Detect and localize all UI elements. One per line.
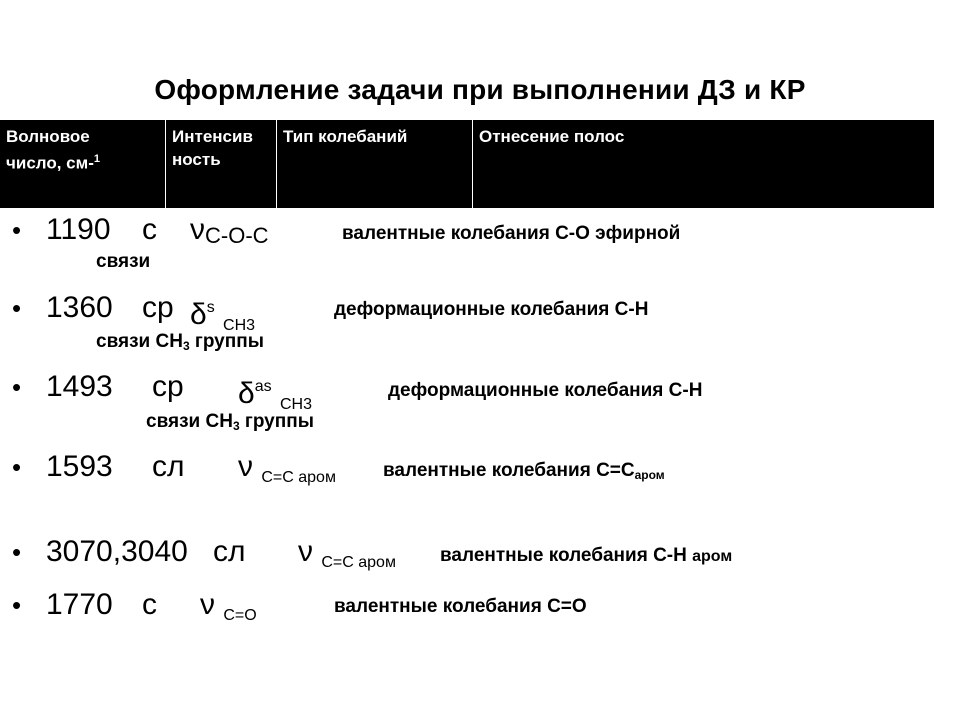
assignment-sub: аром [634, 468, 665, 482]
assignment-sub: аром [692, 548, 733, 565]
header-cell-intensity [165, 120, 276, 208]
header-band-assignment: Отнесение полос [479, 127, 625, 146]
symbol-sub: C=O [223, 607, 257, 624]
symbol-main: ν [298, 535, 313, 568]
intensity: ср [152, 370, 184, 403]
list-item [0, 369, 960, 433]
assignment-text: деформационные колебания С-Н [388, 380, 703, 401]
vibration-symbol [238, 449, 336, 496]
bullet: • [12, 293, 22, 323]
header-cell-band-assignment [472, 120, 934, 208]
bullet: • [12, 452, 22, 482]
header-wavenumber-sup: 1 [93, 153, 100, 165]
intensity: сл [213, 535, 246, 568]
symbol-sub: C=C аром [321, 554, 396, 571]
assignment-text [383, 459, 665, 487]
assignment-continuation [96, 330, 264, 358]
header-intensity-line1: Интенсив [172, 127, 253, 146]
bullet: • [12, 215, 22, 245]
continuation-sub: 3 [232, 419, 240, 433]
assignment-text: деформационные колебания С-Н [334, 299, 649, 320]
symbol-sub: CH3 [223, 317, 256, 334]
assignment-main: валентные колебания С-Н [440, 545, 687, 566]
list-item [0, 449, 960, 489]
continuation-tail: группы [239, 411, 314, 432]
table-header [0, 120, 934, 208]
symbol-sup: s [206, 299, 215, 316]
wavenumber: 1593 [46, 450, 113, 483]
symbol-main: ν [238, 450, 253, 483]
header-cell-vibration-type [276, 120, 472, 208]
bullet: • [12, 590, 22, 620]
assignment-continuation [146, 410, 314, 438]
intensity: сл [152, 450, 185, 483]
symbol-sub: C-O-C [205, 223, 269, 248]
symbol-main: ν [190, 213, 205, 246]
wavenumber: 1190 [46, 213, 111, 246]
bullet: • [12, 537, 22, 567]
assignment-continuation: связи [96, 251, 151, 272]
header-vibration-type: Тип колебаний [283, 127, 408, 146]
intensity: с [142, 213, 157, 246]
assignment-text: валентные колебания С-О эфирной [342, 223, 681, 244]
list-item [0, 212, 960, 272]
intensity: ср [142, 291, 174, 324]
continuation-text: связи СН [146, 411, 233, 432]
assignment-text: валентные колебания С=О [334, 596, 587, 617]
continuation-sub: 3 [182, 339, 190, 353]
list-item [0, 587, 960, 627]
header-wavenumber-line1: Волновое [6, 127, 90, 146]
slide-title: Оформление задачи при выполнении ДЗ и КР [154, 74, 806, 105]
symbol-main: δ [238, 377, 255, 410]
list-item [0, 290, 960, 353]
vibration-symbol [190, 212, 269, 254]
wavenumber: 3070,3040 [46, 535, 188, 568]
header-cell-wavenumber [0, 120, 165, 208]
wavenumber: 1770 [46, 588, 113, 621]
continuation-tail: группы [189, 331, 264, 352]
vibration-symbol [200, 587, 257, 634]
symbol-main: ν [200, 588, 215, 621]
symbol-sup: as [254, 378, 272, 395]
wavenumber: 1493 [46, 370, 113, 403]
continuation-text: связи СН [96, 331, 183, 352]
symbol-sub: C=C аром [261, 469, 336, 486]
vibration-symbol [298, 534, 396, 581]
symbol-main: δ [190, 298, 207, 331]
wavenumber: 1360 [46, 291, 113, 324]
assignment-text [440, 544, 732, 569]
assignment-main: валентные колебания С=С [383, 460, 635, 481]
header-intensity-line2: ность [172, 150, 221, 169]
header-wavenumber-line2: число, см- [6, 153, 94, 173]
bullet: • [12, 372, 22, 402]
intensity: с [142, 588, 157, 621]
symbol-sub: CH3 [279, 396, 312, 413]
list-item [0, 534, 960, 574]
